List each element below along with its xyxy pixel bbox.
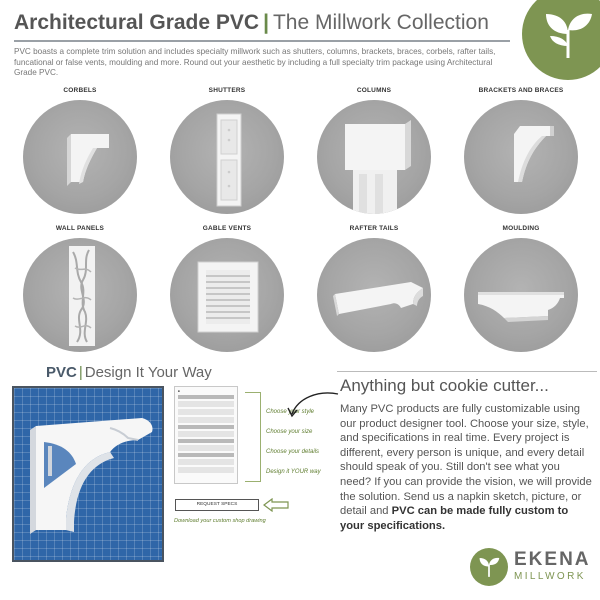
designer-section xyxy=(178,439,234,443)
category-corbels[interactable] xyxy=(19,86,141,214)
page-title xyxy=(14,10,489,36)
title-divider xyxy=(14,40,510,42)
category-image xyxy=(170,100,284,214)
category-wall-panels[interactable] xyxy=(19,224,141,352)
product-designer-tool[interactable] xyxy=(174,386,238,484)
category-label: CORBELS xyxy=(63,87,97,94)
category-label: BRACKETS AND BRACES xyxy=(478,87,564,94)
rafter-tail-icon xyxy=(317,238,431,352)
designer-section xyxy=(178,395,234,399)
designer-field[interactable] xyxy=(178,459,234,465)
category-moulding[interactable] xyxy=(460,224,582,352)
gable-vent-icon xyxy=(170,238,284,352)
category-image xyxy=(170,238,284,352)
category-label: WALL PANELS xyxy=(55,225,105,232)
cookie-title: Anything but cookie cutter... xyxy=(340,376,549,395)
title-light: The Millwork Collection xyxy=(272,11,489,34)
category-brackets-and-braces[interactable] xyxy=(460,86,582,214)
bracket-icon xyxy=(464,100,578,214)
category-image xyxy=(23,100,137,214)
cookie-divider xyxy=(337,371,597,372)
designer-field[interactable] xyxy=(178,417,234,423)
cookie-body-bold: PVC can be made fully custom to your specifications. xyxy=(340,505,569,532)
cookie-body-text: Many PVC products are fully customizable using our product designer tool. Choose your size, style, and specifications in real time. Every project is different, every person is unique, and every detail should speak of you. Still don't see what you need? If you can provide the vision, we will provide the solution. Send us a napkin sketch, picture, or detail and xyxy=(340,403,592,518)
category-image xyxy=(317,238,431,352)
brand-subtitle: MILLWORK xyxy=(514,571,586,582)
step-design-your-way: Design it YOUR way xyxy=(266,469,321,475)
ekena-logo xyxy=(470,548,508,586)
title-bold: Architectural Grade PVC xyxy=(14,11,260,34)
download-link[interactable]: Download your custom shop drawing xyxy=(174,518,266,524)
category-shutters[interactable] xyxy=(166,86,288,214)
curved-arrow-icon xyxy=(282,388,342,428)
step-choose-details: Choose your details xyxy=(266,449,320,455)
category-label: SHUTTERS xyxy=(208,87,246,94)
category-columns[interactable] xyxy=(313,86,435,214)
category-image xyxy=(464,238,578,352)
designer-section xyxy=(178,453,234,457)
brand-name: EKENA xyxy=(514,549,591,570)
designer-field[interactable] xyxy=(178,431,234,437)
leaf-icon xyxy=(477,556,501,578)
designer-field[interactable] xyxy=(178,409,234,415)
step-choose-size: Choose your size xyxy=(266,429,313,435)
step-choose-style: Choose your style xyxy=(266,409,315,415)
brand-badge xyxy=(522,0,600,80)
design-heading-bold: PVC xyxy=(46,364,77,381)
design-heading xyxy=(46,364,212,381)
arrow-left-icon xyxy=(262,498,290,512)
designer-field[interactable] xyxy=(178,401,234,407)
design-heading-light: Design It Your Way xyxy=(84,364,212,381)
moulding-icon xyxy=(464,238,578,352)
category-gable-vents[interactable] xyxy=(166,224,288,352)
bracket-render-icon xyxy=(14,388,164,562)
category-label: COLUMNS xyxy=(356,87,392,94)
title-separator: | xyxy=(263,11,269,34)
category-label: MOULDING xyxy=(502,225,540,232)
designer-field[interactable] xyxy=(178,445,234,451)
designer-header: ■ xyxy=(178,389,180,393)
column-icon xyxy=(317,100,431,214)
category-rafter-tails[interactable] xyxy=(313,224,435,352)
wall-panel-icon xyxy=(23,238,137,352)
category-image xyxy=(464,100,578,214)
category-image xyxy=(23,238,137,352)
category-label: RAFTER TAILS xyxy=(349,225,399,232)
intro-text: PVC boasts a complete trim solution and includes specialty millwork such as shutters, columns, brackets, braces, corbels, rafter tails, funcational or false vents, moulding and more. Round out your aesthetic by including a full specialty trim package using Architectural Grade PVC. xyxy=(14,47,496,78)
designer-bracket xyxy=(245,392,261,482)
blueprint-drawing xyxy=(12,386,164,562)
category-image xyxy=(317,100,431,214)
design-heading-separator: | xyxy=(78,364,83,381)
designer-field[interactable] xyxy=(178,467,234,473)
leaf-icon xyxy=(540,10,596,60)
corbel-icon xyxy=(23,100,137,214)
request-specs-button[interactable]: REQUEST SPECS xyxy=(175,499,259,511)
shutter-icon xyxy=(170,100,284,214)
category-label: GABLE VENTS xyxy=(202,225,252,232)
designer-section xyxy=(178,425,234,429)
cookie-body xyxy=(340,402,592,533)
